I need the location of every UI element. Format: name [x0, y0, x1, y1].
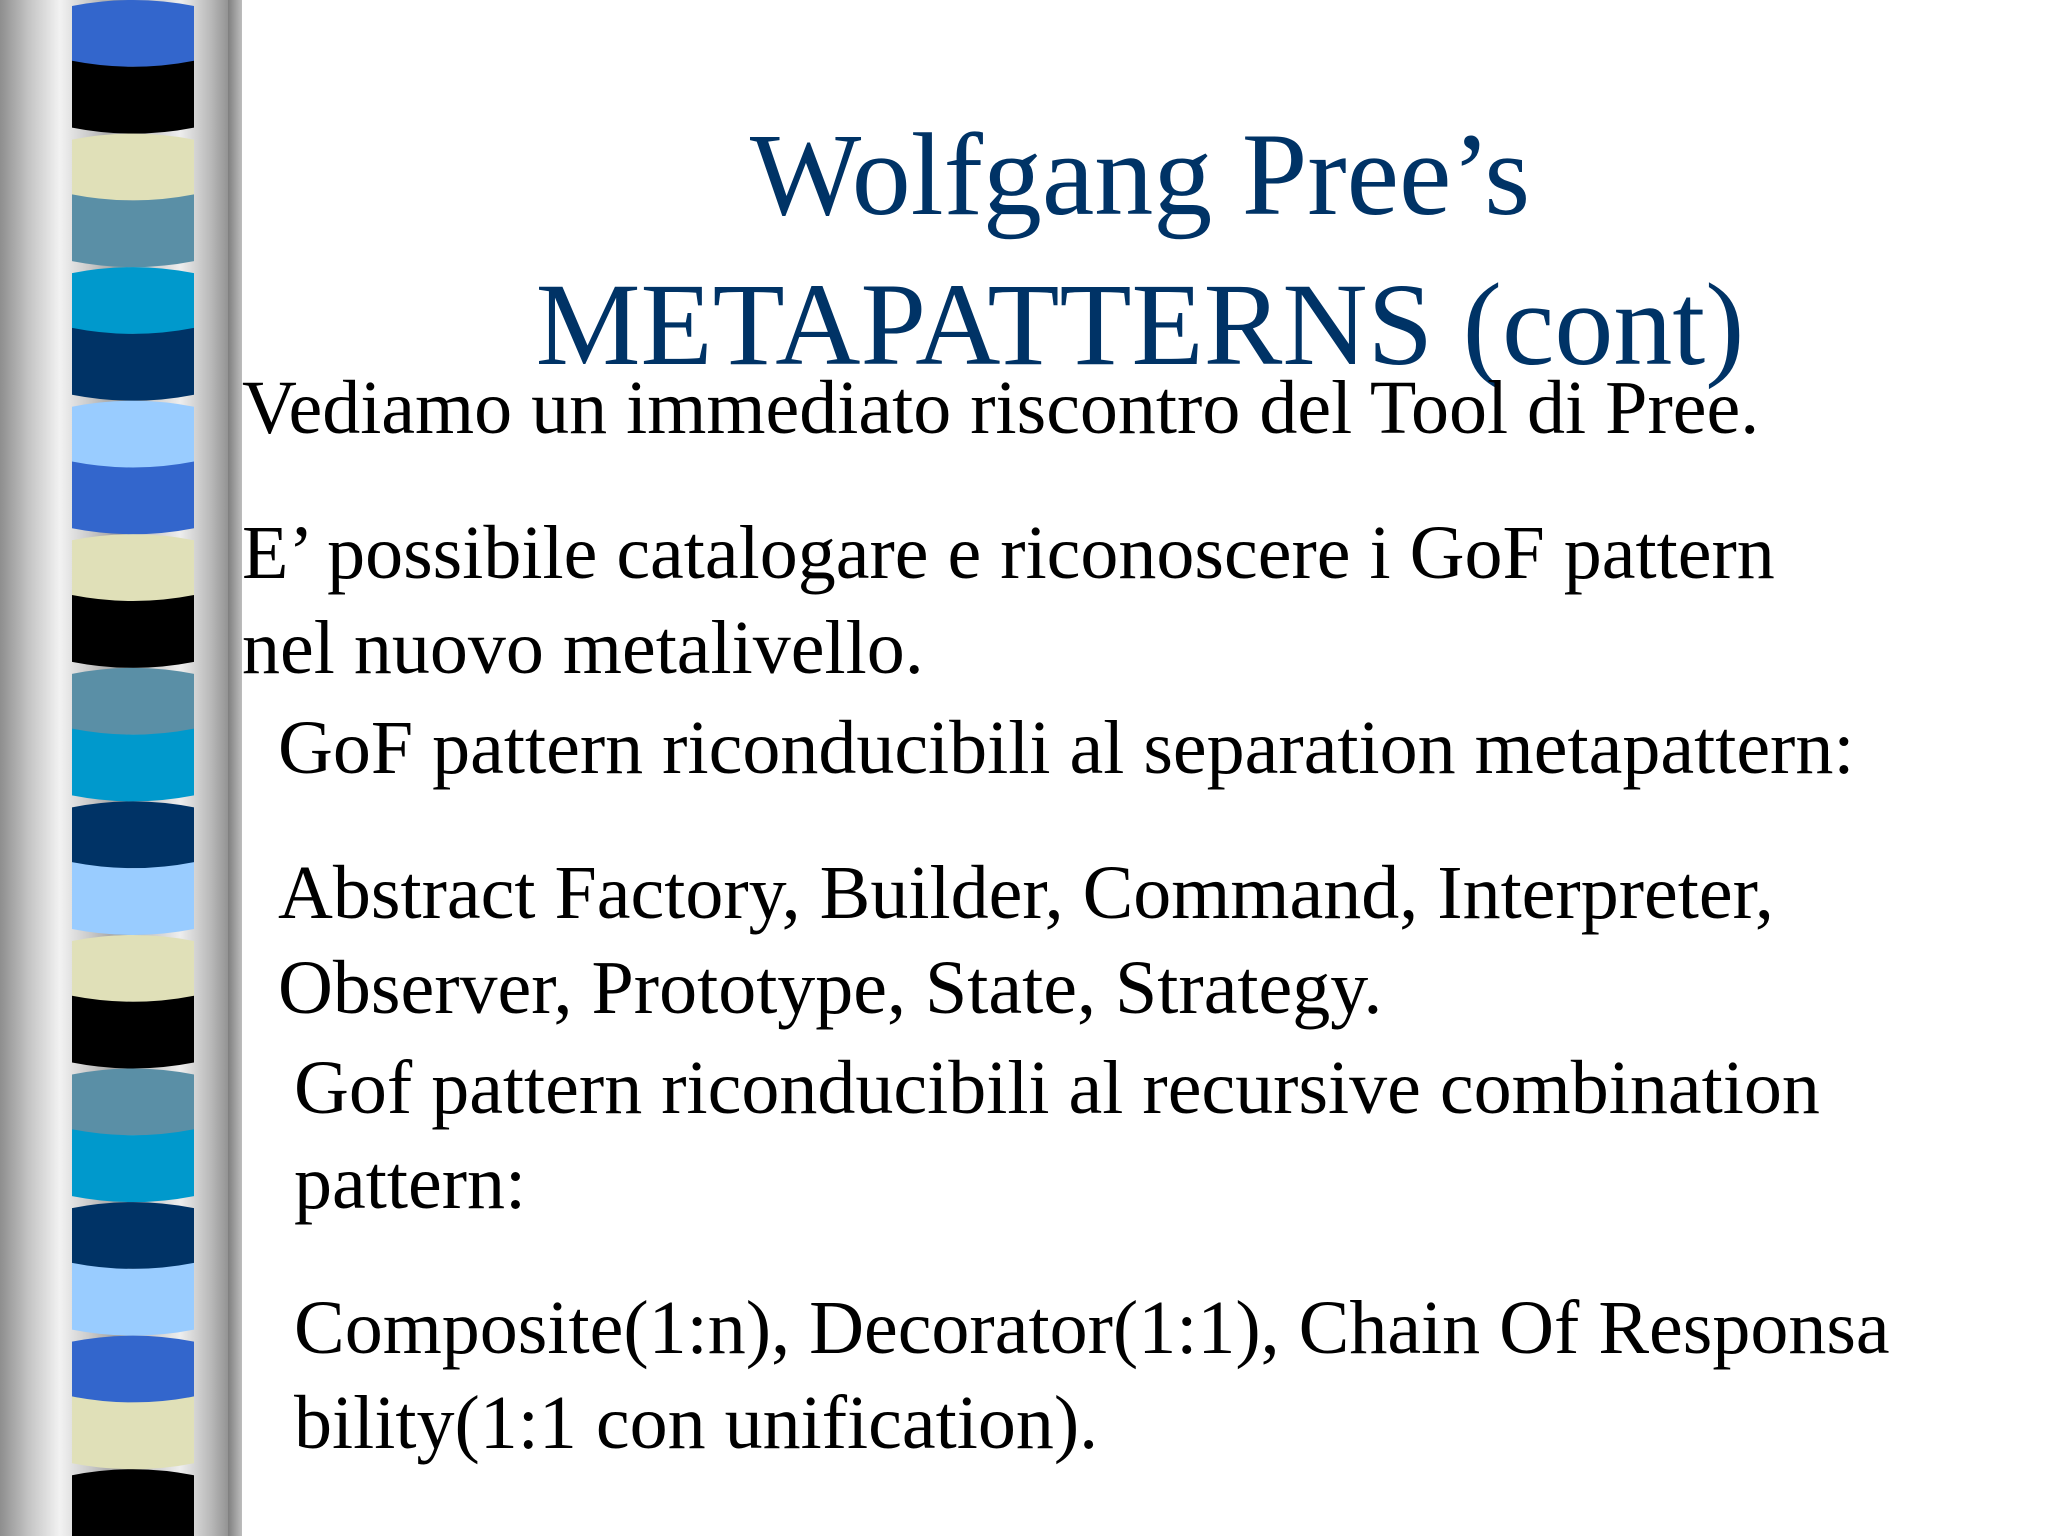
stripe-segment	[72, 1263, 194, 1336]
body-text-p4-line1: Abstract Factory, Builder, Command, Interpreter,	[278, 851, 1774, 935]
stripe-column	[72, 0, 194, 1536]
body-text-p2-line1: E’ possibile catalogare e riconoscere i GoF pattern	[242, 511, 1775, 595]
stripe-segment	[72, 1336, 194, 1409]
stripe-segment	[72, 729, 194, 802]
stripe-segment	[72, 1469, 194, 1536]
stripe-segment	[72, 801, 194, 874]
body-text-p5-line2: pattern:	[294, 1141, 527, 1225]
stripe-segment	[72, 862, 194, 935]
slide-title	[330, 100, 1950, 400]
body-text-p6-line1: Composite(1:n), Decorator(1:1), Chain Of Responsa	[294, 1286, 1890, 1370]
body-text-p1: Vediamo un immediato riscontro del Tool di Pree.	[242, 366, 1760, 450]
stripe-segment	[72, 194, 194, 267]
stripe-segment	[72, 134, 194, 207]
body-text-p3: GoF pattern riconducibili al separation metapattern:	[278, 706, 1855, 790]
stripe-segment	[72, 1129, 194, 1202]
stripe-segment	[72, 61, 194, 134]
stripe-segment	[72, 461, 194, 534]
stripe-segment	[72, 1069, 194, 1142]
body-text-p4-line2: Observer, Prototype, State, Strategy.	[278, 946, 1383, 1030]
title-line-2: METAPATTERNS (cont)	[535, 259, 1745, 390]
stripe-segment	[72, 668, 194, 741]
stripe-segment	[72, 0, 194, 73]
stripe-segment	[72, 1202, 194, 1275]
stripe-segment	[72, 328, 194, 401]
stripe-segment	[72, 534, 194, 607]
stripe-segment	[72, 1396, 194, 1469]
body-text-p6-line2: bility(1:1 con unification).	[294, 1381, 1099, 1465]
stripe-segment	[72, 267, 194, 340]
stripe-segment	[72, 996, 194, 1069]
stripe-pattern	[72, 0, 194, 1536]
stripe-segment	[72, 935, 194, 1008]
body-text-p2-line2: nel nuovo metalivello.	[242, 606, 924, 690]
stripe-segment	[72, 595, 194, 668]
title-line-1: Wolfgang Pree’s	[749, 109, 1531, 240]
stripe-segment	[72, 401, 194, 474]
side-shadow	[228, 0, 242, 1536]
body-text-p5-line1: Gof pattern riconducibili al recursive combination	[294, 1046, 1820, 1130]
